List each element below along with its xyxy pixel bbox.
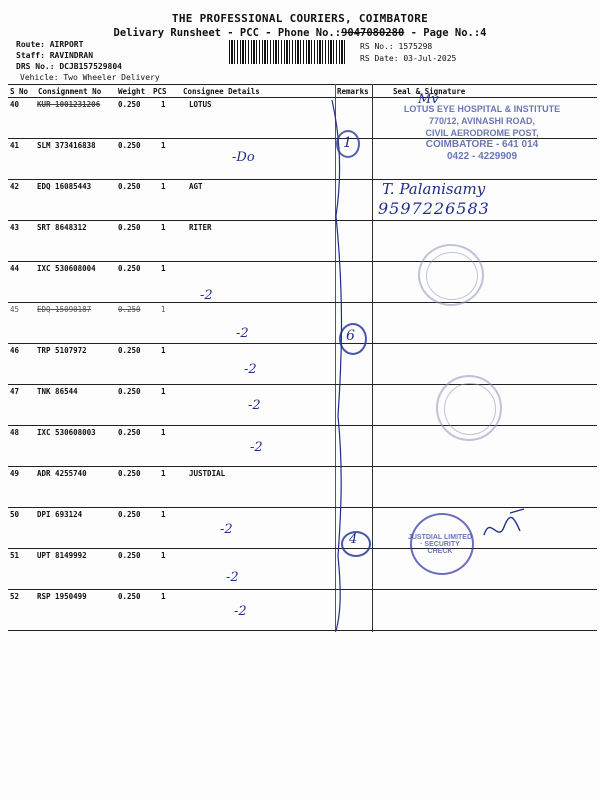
remarks-bracket-stroke — [322, 96, 352, 636]
row-consignment-no: KUR 1001231206 — [37, 100, 101, 109]
row-weight: 0.250 — [118, 264, 141, 273]
row-divider — [8, 179, 597, 180]
row-pcs: 1 — [161, 182, 166, 191]
row-pcs: 1 — [161, 346, 166, 355]
delivery-mark: -2 — [236, 326, 249, 341]
subtitle-prefix: Delivary Runsheet - PCC - Phone No.: — [113, 27, 342, 39]
row-sno: 43 — [10, 223, 20, 232]
col-weight: Weight — [118, 87, 146, 96]
row40-signature: Mv — [418, 92, 439, 107]
row-consignee: AGT — [189, 182, 203, 191]
row41-mark: -Do — [232, 150, 255, 165]
row-weight: 0.250 — [118, 141, 141, 150]
delivery-mark: -2 — [200, 288, 213, 303]
row-sno: 47 — [10, 387, 20, 396]
row-weight: 0.250 — [118, 182, 141, 191]
row-pcs: 1 — [161, 387, 166, 396]
drs-label: DRS No.: DCJB157529804 — [16, 62, 122, 71]
col-consignment: Consignment No — [38, 87, 102, 96]
remark-41: 1 — [343, 135, 352, 151]
row-consignment-no: SLM 373416838 — [37, 141, 96, 150]
table-bottom-rule — [8, 630, 597, 631]
col-remarks: Remarks — [337, 87, 369, 96]
justdial-seal-text: JUSTDIAL LIMITED · SECURITY CHECK — [407, 534, 473, 555]
row50-signature — [480, 505, 530, 545]
row-consignment-no: UPT 8149992 — [37, 551, 87, 560]
row-pcs: 1 — [161, 551, 166, 560]
row-sno: 51 — [10, 551, 20, 560]
delivery-mark: -2 — [244, 362, 257, 377]
row-consignee: LOTUS — [189, 100, 212, 109]
row-weight: 0.250 — [118, 510, 141, 519]
row-weight: 0.250 — [118, 551, 141, 560]
row-consignment-no: EDQ 16085443 — [37, 182, 92, 191]
rs-date: RS Date: 03-Jul-2025 — [360, 54, 457, 63]
rs-number: RS No.: 1575298 — [360, 42, 433, 51]
lotus-hospital-stamp — [382, 103, 582, 163]
row-pcs: 1 — [161, 264, 166, 273]
row-divider — [8, 384, 597, 385]
row-weight: 0.250 — [118, 387, 141, 396]
row-divider — [8, 548, 597, 549]
row42-receiver-name: T. Palanisamy — [382, 180, 486, 198]
row-divider — [8, 589, 597, 590]
row-consignment-no: ADR 4255740 — [37, 469, 87, 478]
col-seal-signature: Seal & Signature — [393, 87, 466, 96]
row-sno: 50 — [10, 510, 20, 519]
row-weight: 0.250 — [118, 100, 141, 109]
india-post-stamp-44 — [418, 244, 484, 306]
delivery-mark: -2 — [250, 440, 263, 455]
row-pcs: 1 — [161, 305, 166, 314]
row-divider — [8, 302, 597, 303]
row-divider — [8, 261, 597, 262]
lotus-stamp-line: 0422 - 4229909 — [446, 151, 518, 162]
row-consignment-no: RSP 1950499 — [37, 592, 87, 601]
seal-divider — [372, 84, 373, 632]
row-sno: 41 — [10, 141, 20, 150]
route-label: Route: AIRPORT — [16, 40, 84, 49]
row-pcs: 1 — [161, 592, 166, 601]
row-weight: 0.250 — [118, 428, 141, 437]
row-pcs: 1 — [161, 510, 166, 519]
row-sno: 40 — [10, 100, 20, 109]
row-divider — [8, 425, 597, 426]
row-consignment-no: SRT 8648312 — [37, 223, 87, 232]
row-weight: 0.250 — [118, 346, 141, 355]
row-sno: 49 — [10, 469, 20, 478]
row-sno: 48 — [10, 428, 20, 437]
lotus-stamp-line: COIMBATORE - 641 014 — [425, 139, 539, 150]
row-sno: 46 — [10, 346, 20, 355]
document-title: THE PROFESSIONAL COURIERS, COIMBATORE — [171, 12, 429, 25]
remark-50: 4 — [349, 532, 358, 547]
delivery-mark: -2 — [226, 570, 239, 585]
row-pcs: 1 — [161, 223, 166, 232]
row42-receiver-phone: 9597226583 — [378, 199, 490, 218]
row-consignment-no: DPI 693124 — [37, 510, 83, 519]
row-weight: 0.250 — [118, 469, 141, 478]
lotus-stamp-line: LOTUS EYE HOSPITAL & INSTITUTE — [403, 104, 561, 114]
row-pcs: 1 — [161, 100, 166, 109]
row-weight: 0.250 — [118, 223, 141, 232]
col-pcs: PCS — [153, 87, 167, 96]
row-pcs: 1 — [161, 141, 166, 150]
table-top-rule — [8, 84, 597, 85]
row-sno: 42 — [10, 182, 20, 191]
col-consignee: Consignee Details — [183, 87, 260, 96]
page-number: - Page No.:4 — [404, 27, 487, 39]
row-consignee: JUSTDIAL — [189, 469, 226, 478]
row-sno: 44 — [10, 264, 20, 273]
phone-number: 9047080280 — [341, 27, 405, 39]
document-subtitle — [0, 27, 600, 39]
row-consignment-no: TRP 5107972 — [37, 346, 87, 355]
lotus-stamp-line: 770/12, AVINASHI ROAD, — [428, 116, 536, 126]
row-consignee: RITER — [189, 223, 212, 232]
vehicle-label: Vehicle: Two Wheeler Delivery — [20, 73, 160, 82]
staff-label: Staff: RAVINDRAN — [16, 51, 94, 60]
row-weight: 0.250 — [118, 592, 141, 601]
row-sno: 52 — [10, 592, 20, 601]
delivery-mark: -2 — [234, 604, 247, 619]
remark-46: 6 — [346, 328, 355, 344]
row-weight: 0.250 — [118, 305, 141, 314]
row-sno: 45 — [10, 305, 20, 314]
row-consignment-no: TNK 86544 — [37, 387, 78, 396]
row-divider — [8, 466, 597, 467]
row-consignment-no: IXC 530608004 — [37, 264, 96, 273]
row-pcs: 1 — [161, 469, 166, 478]
row-consignment-no: EDQ 15090187 — [37, 305, 92, 314]
barcode — [229, 40, 347, 64]
row-consignment-no: IXC 530608003 — [37, 428, 96, 437]
lotus-stamp-line: CIVIL AERODROME POST, — [425, 128, 539, 138]
delivery-mark: -2 — [220, 522, 233, 537]
row-pcs: 1 — [161, 428, 166, 437]
row-divider — [8, 220, 597, 221]
india-post-stamp-47 — [436, 375, 502, 441]
row-divider — [8, 343, 597, 344]
delivery-mark: -2 — [248, 398, 261, 413]
table-header-rule — [8, 97, 597, 98]
col-sno: S No — [10, 87, 29, 96]
